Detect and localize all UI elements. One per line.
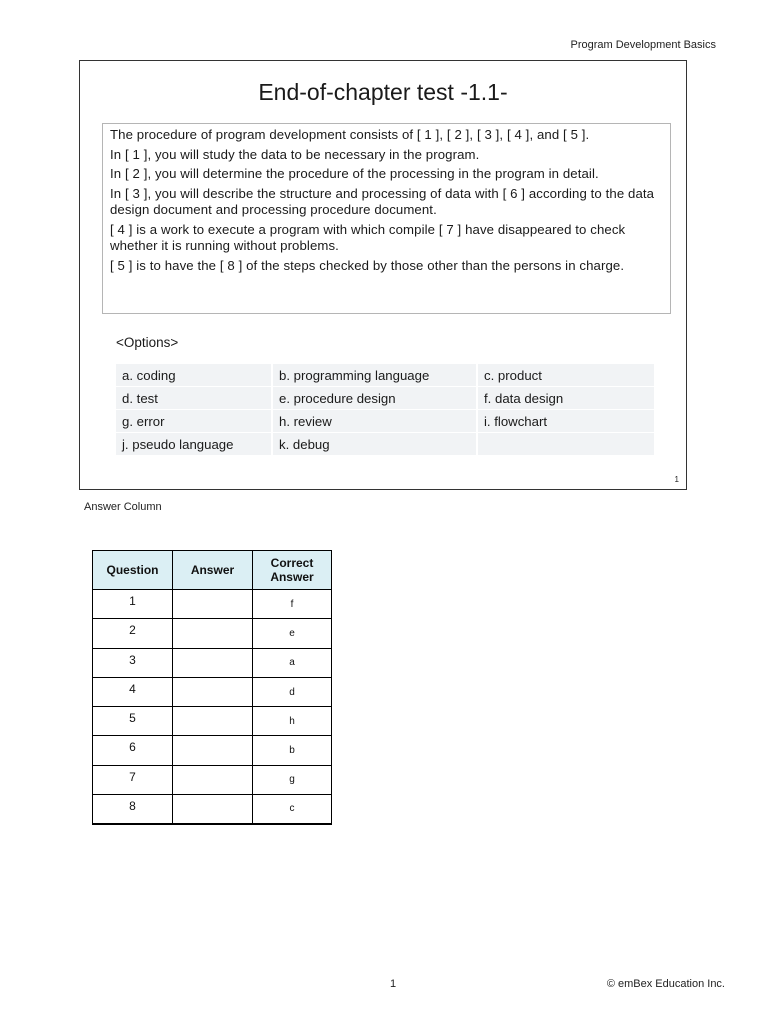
header-correct-answer: Correct Answer	[253, 551, 332, 590]
slide-title: End-of-chapter test -1.1-	[258, 79, 508, 105]
answer-cell[interactable]	[173, 765, 253, 794]
option-b: b. programming language	[273, 364, 478, 387]
answer-column-label: Answer Column	[84, 501, 162, 513]
option-k: k. debug	[273, 433, 478, 456]
table-row	[93, 590, 332, 619]
question-number: 6	[93, 736, 173, 765]
table-row	[93, 707, 332, 736]
question-number: 8	[93, 795, 173, 824]
option-a: a. coding	[116, 364, 273, 387]
correct-answer: g	[253, 765, 332, 794]
header-answer: Answer	[173, 551, 253, 590]
question-number: 3	[93, 648, 173, 677]
answer-cell[interactable]	[173, 619, 253, 648]
table-row	[93, 795, 332, 824]
option-g: g. error	[116, 410, 273, 433]
answer-cell[interactable]	[173, 707, 253, 736]
table-row	[93, 765, 332, 794]
option-d: d. test	[116, 387, 273, 410]
option-i: i. flowchart	[478, 410, 654, 433]
correct-answer: f	[253, 590, 332, 619]
question-paragraph: [ 5 ] is to have the [ 8 ] of the steps checked by those other than the persons in charge.	[110, 257, 625, 273]
question-paragraph: In [ 2 ], you will determine the procedure of the processing in the program in detail.	[110, 166, 599, 181]
answer-cell[interactable]	[173, 590, 253, 619]
question-paragraph: In [ 1 ], you will study the data to be necessary in the program.	[110, 146, 480, 162]
question-number: 4	[93, 677, 173, 706]
running-header: Program Development Basics	[570, 39, 716, 51]
answer-cell[interactable]	[173, 795, 253, 824]
question-number: 1	[93, 590, 173, 619]
option-j: j. pseudo language	[116, 433, 273, 456]
options-label: <Options>	[116, 335, 179, 350]
table-row	[93, 648, 332, 677]
answer-table	[92, 550, 332, 825]
answer-cell[interactable]	[173, 648, 253, 677]
table-row	[93, 619, 332, 648]
footer-page-number: 1	[390, 978, 397, 990]
question-paragraph: In [ 3 ], you will describe the structure and processing of data with [ 6 ] according to the data design document and processing procedure document.	[110, 185, 655, 217]
question-number: 5	[93, 707, 173, 736]
option-empty	[478, 433, 654, 456]
options-grid	[116, 364, 654, 456]
answer-cell[interactable]	[173, 677, 253, 706]
question-box	[102, 123, 671, 314]
correct-answer: h	[253, 707, 332, 736]
question-number: 2	[93, 619, 173, 648]
correct-answer: d	[253, 677, 332, 706]
answer-cell[interactable]	[173, 736, 253, 765]
option-h: h. review	[273, 410, 478, 433]
answer-table-header-row	[93, 551, 332, 590]
table-row	[93, 677, 332, 706]
table-row	[93, 736, 332, 765]
correct-answer: b	[253, 736, 332, 765]
correct-answer: a	[253, 648, 332, 677]
question-number: 7	[93, 765, 173, 794]
option-c: c. product	[478, 364, 654, 387]
question-paragraph: [ 4 ] is a work to execute a program with which compile [ 7 ] have disappeared to check whether it is running without problems.	[110, 221, 626, 253]
slide-number: 1	[674, 475, 679, 484]
correct-answer: c	[253, 795, 332, 824]
question-paragraph: The procedure of program development consists of [ 1 ], [ 2 ], [ 3 ], [ 4 ], and [ 5 ].	[110, 127, 590, 142]
footer-copyright: © emBex Education Inc.	[606, 978, 725, 990]
option-e: e. procedure design	[273, 387, 478, 410]
header-question: Question	[93, 551, 173, 590]
correct-answer: e	[253, 619, 332, 648]
slide-frame	[79, 60, 687, 490]
option-f: f. data design	[478, 387, 654, 410]
